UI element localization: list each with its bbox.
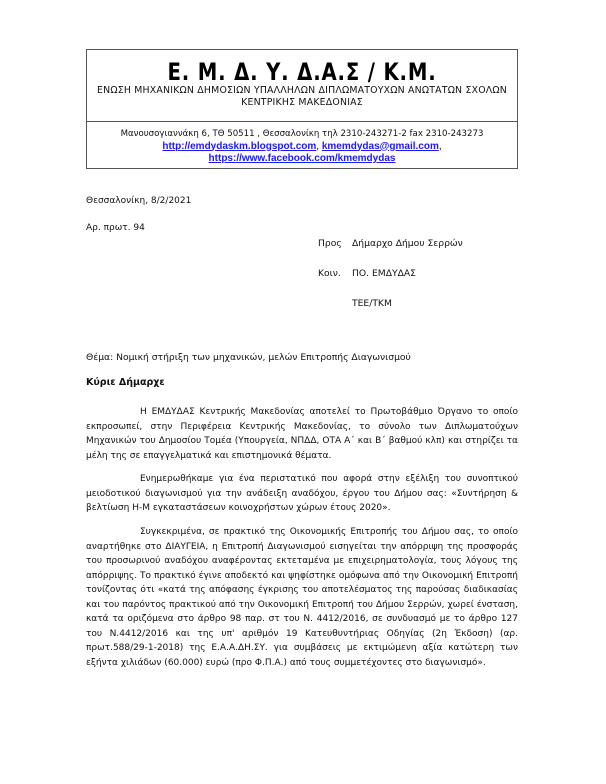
contact-links-line bbox=[87, 141, 517, 154]
body-paragraph: Συγκεκριμένα, σε πρακτικό της Οικονομικής Επιτροπής του Δήμου σας, το οποίο αναρτήθηκε στο ΔΙΑΥΓΕΙΑ, η Επιτροπή Διαγωνισμού εισηγείται την απόρριψη της προσφοράς του προσωρινού αναδόχου αναφέροντας εκτεταμένα με επιχειρηματολογία, τους λόγους της απόρριψης. Το πρακτικό έγινε αποδεκτό και ψηφίστηκε ομόφωνα από την Οικονομική Επιτροπή τονίζοντας ότι «κατά της απόφασης έγκρισης του αποτελέσματος της παρούσας διαδικασίας και του παρόντος πρακτικού από την Οικονομική Επιτροπή του Δήμου Σερρών, χωρεί ένσταση, κατά τα οριζόμενα στο άρθρο 98 παρ. στ του Ν. 4412/2016, σε συνδυασμό με το άρθρο 127 του Ν.4412/2016 και της υπ' αριθμόν 19 Κατευθυντήριας Οδηγίας (2η Έκδοση) (αρ. πρωτ.588/29-1-2018) της Ε.Α.Α.ΔΗ.ΣΥ. για συμβάσεις με εκτιμώμενη αξία κατώτερη των εξήντα χιλιάδων (60.000) ευρώ (προ Φ.Π.Α.) από τους συμμετέχοντες στο διαγωνισμό». bbox=[86, 527, 518, 668]
facebook-link[interactable]: https://www.facebook.com/kmemdydas bbox=[208, 153, 396, 164]
body-paragraph: Η ΕΜΔΥΔΑΣ Κεντρικής Μακεδονίας αποτελεί το Πρωτοβάθμιο Όργανο το οποίο εκπροσωπεί, στην Περιφέρεια Κεντρικής Μακεδονίας, το σύνολο των Διπλωματούχων Μηχανικών του Δημοσίου Τομέα (Υπουργεία, ΝΠΔΔ, ΟΤΑ Α΄ και Β΄ βαθμού κλπ) και στηρίζει τα μέλη της σε επαγγελματικά και επιστημονικά θέματα. bbox=[86, 407, 518, 461]
recipient-to-row bbox=[318, 238, 463, 268]
recipient-cc-row bbox=[318, 268, 463, 298]
org-full-name-line2: ΚΕΝΤΡΙΚΗΣ ΜΑΚΕΔΟΝΙΑΣ bbox=[241, 96, 363, 108]
blog-link[interactable]: http://emdydaskm.blogspot.com bbox=[162, 140, 317, 152]
letter-greeting: Κύριε Δήμαρχε bbox=[86, 377, 165, 388]
letter-subject: Θέμα: Νομική στήριξη των μηχανικών, μελών Επιτροπής Διαγωνισμού bbox=[86, 352, 411, 363]
cc-value-2: ΤΕΕ/ΤΚΜ bbox=[352, 298, 392, 309]
letterhead-contact-section bbox=[87, 122, 517, 166]
letterhead-title-section bbox=[87, 50, 517, 122]
cc-label: Κοιν. bbox=[318, 268, 341, 279]
protocol-number: Αρ. πρωτ. 94 bbox=[86, 223, 145, 233]
facebook-line bbox=[87, 153, 517, 166]
org-address: Μανουσογιαννάκη 6, ΤΘ 50511 , Θεσσαλονίκη τηλ 2310-243271-2 fax 2310-243273 bbox=[120, 129, 484, 139]
separator: , bbox=[316, 140, 322, 152]
to-label: Προς bbox=[318, 238, 342, 249]
body-paragraph: Ενημερωθήκαμε για ένα περιστατικό που αφορά στην εξέλιξη του συνοπτικού μειοδοτικού διαγωνισμού για την ανάδειξη αναδόχου, έργου του Δήμου σας: «Συντήρηση & βελτίωση Η-Μ εγκαταστάσεων κοινοχρήστων χώρων έτους 2020». bbox=[86, 474, 518, 513]
cc-value-1: ΠΟ. ΕΜΔΥΔΑΣ bbox=[352, 268, 416, 279]
to-value: Δήμαρχο Δήμου Σερρών bbox=[352, 238, 463, 249]
recipient-cc-row-2 bbox=[318, 298, 463, 328]
org-acronym-title: Ε. Μ. Δ. Υ. Δ.Α.Σ / Κ.Μ. bbox=[167, 58, 437, 86]
letter-date: Θεσσαλονίκη, 8/2/2021 bbox=[86, 196, 192, 206]
separator: , bbox=[438, 140, 442, 152]
email-link[interactable]: kmemdydas@gmail.com bbox=[321, 140, 439, 152]
recipients-block bbox=[318, 238, 463, 328]
letterhead-box bbox=[86, 49, 518, 169]
org-full-name-line1: ΕΝΩΣΗ ΜΗΧΑΝΙΚΩΝ ΔΗΜΟΣΙΩΝ ΥΠΑΛΛΗΛΩΝ ΔΙΠΛΩΜΑΤΟΥΧΩΝ ΑΝΩΤΑΤΩΝ ΣΧΟΛΩΝ bbox=[97, 85, 507, 96]
